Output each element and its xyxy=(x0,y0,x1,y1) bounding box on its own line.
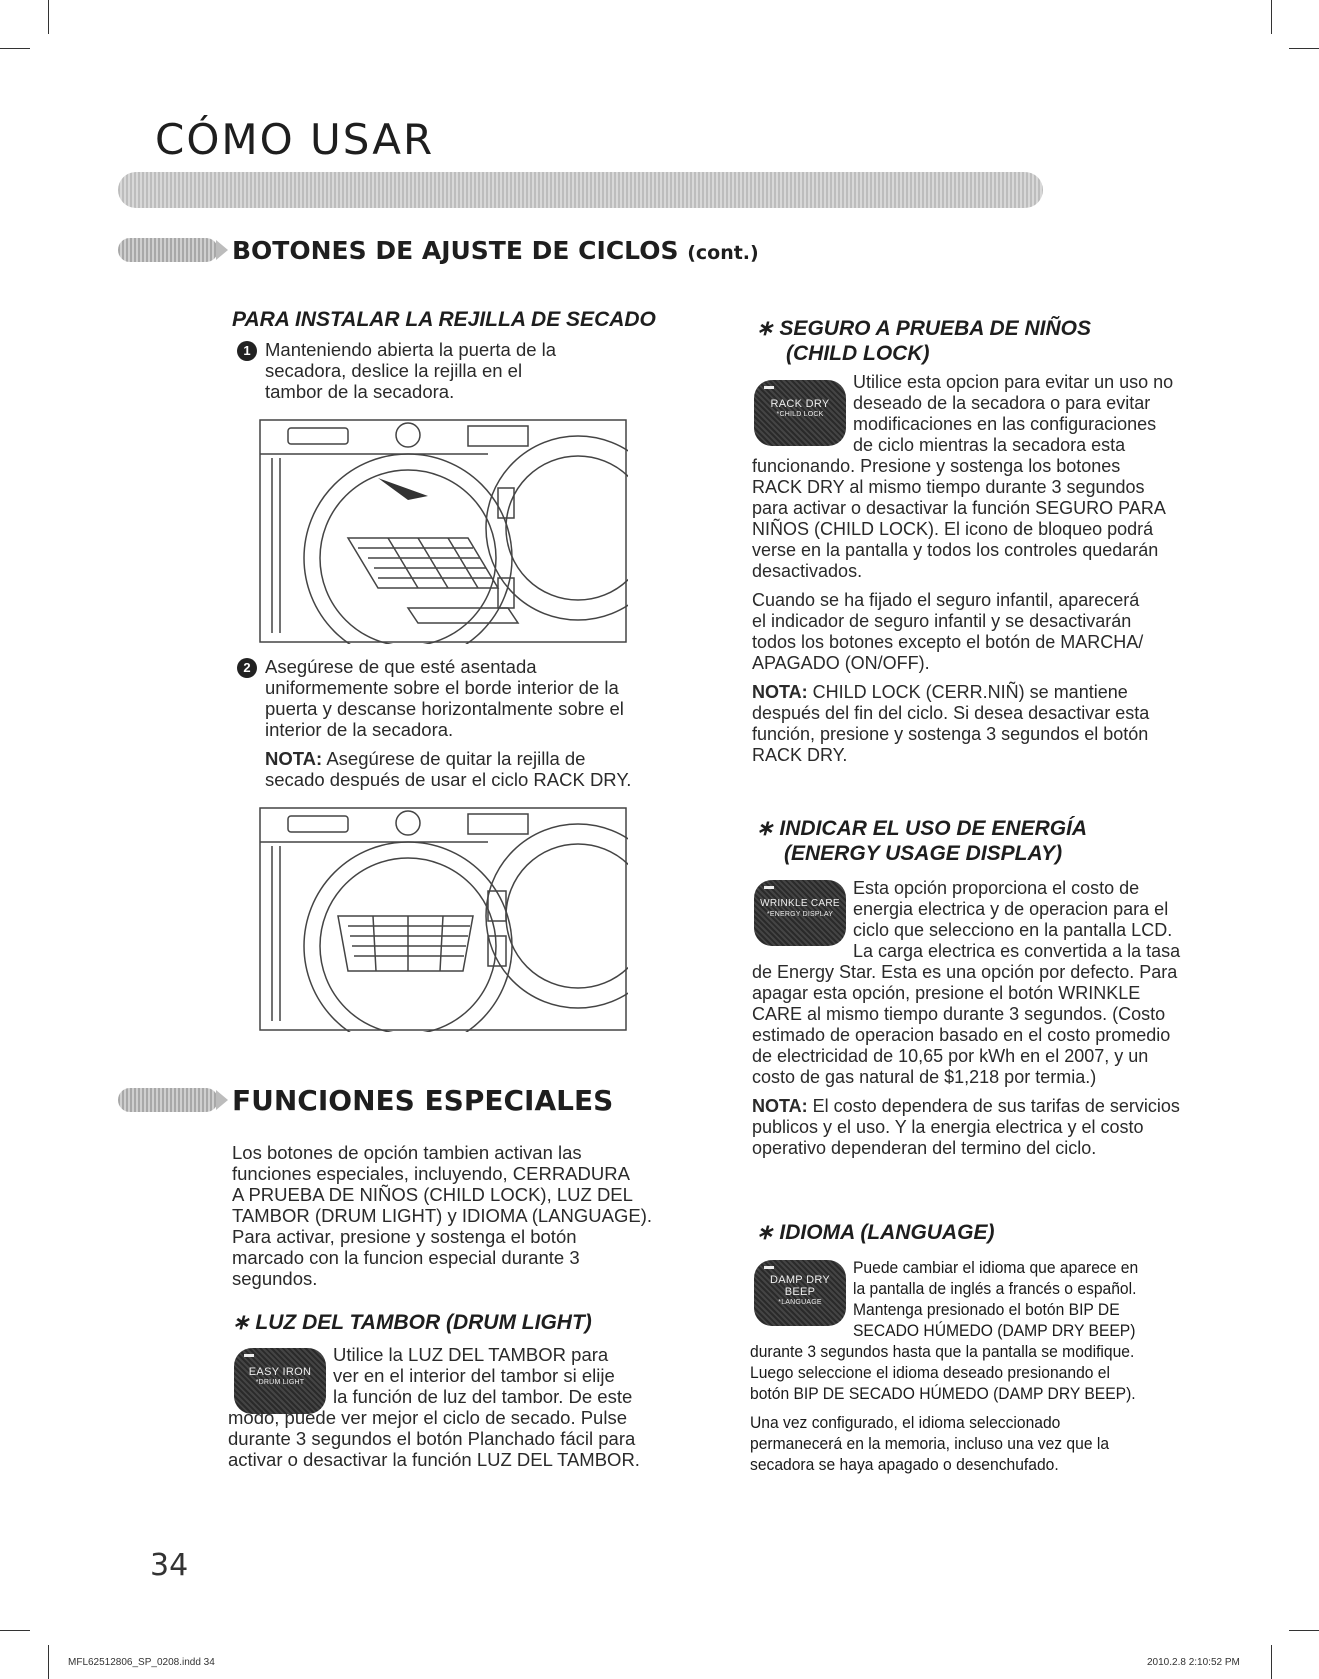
footer-date: 2010.2.8 2:10:52 PM xyxy=(1147,1657,1240,1668)
text-line: estimado de operacion basado en el costo promedio xyxy=(752,1025,1171,1045)
text-line: SECADO HÚMEDO (DAMP DRY BEEP) xyxy=(853,1321,1136,1340)
text-line: secadora se haya apagado o desenchufado. xyxy=(750,1455,1059,1474)
text-line: Asegúrese de quitar la rejilla de xyxy=(322,748,586,769)
rack-dry-button-icon xyxy=(754,380,846,446)
step-2-badge: 2 xyxy=(237,658,257,678)
text-line: RACK DRY. xyxy=(752,745,848,765)
energy-title-line1: ∗ INDICAR EL USO DE ENERGÍA xyxy=(756,817,1088,840)
text-line: Utilice la LUZ DEL TAMBOR para xyxy=(333,1344,609,1365)
text-line: Manteniendo abierta la puerta de la xyxy=(265,339,557,360)
section-heading-main: BOTONES DE AJUSTE DE CICLOS xyxy=(232,236,679,265)
text-line: permanecerá en la memoria, incluso una vez que la xyxy=(750,1434,1110,1453)
language-title: ∗ IDIOMA (LANGUAGE) xyxy=(756,1221,995,1244)
drum-light-text xyxy=(228,1407,640,1470)
crop-mark xyxy=(48,0,49,34)
text-line: uniformemente sobre el borde interior de la xyxy=(265,677,619,698)
text-line: NIÑOS (CHILD LOCK). El icono de bloqueo podrá xyxy=(752,519,1154,539)
text-line: Luego seleccione el idioma deseado presionando el xyxy=(750,1363,1110,1382)
text-line: Los botones de opción tambien activan las xyxy=(232,1142,582,1163)
text-line: de electricidad de 10,65 por kWh en el 2007, y un xyxy=(752,1046,1149,1066)
energy-text xyxy=(752,962,1180,1159)
text-line: modificaciones en las configuraciones xyxy=(853,414,1157,434)
button-sublabel: *LANGUAGE xyxy=(778,1299,822,1306)
footer-file: MFL62512806_SP_0208.indd 34 xyxy=(68,1657,215,1668)
child-lock-note xyxy=(752,682,1166,703)
language-text xyxy=(750,1341,1136,1475)
energy-title-line2: (ENERGY USAGE DISPLAY) xyxy=(784,842,1063,865)
text-line: Una vez configurado, el idioma seleccionado xyxy=(750,1413,1061,1432)
easy-iron-button-icon xyxy=(234,1348,326,1414)
child-lock-side-text xyxy=(853,372,1173,456)
dryer-rack-insert-illustration xyxy=(258,418,628,644)
text-line: marcado con la funcion especial durante 3 xyxy=(232,1247,580,1268)
note-label: NOTA: xyxy=(752,682,808,702)
minus-icon xyxy=(244,1354,254,1357)
note-label: NOTA: xyxy=(752,1096,808,1116)
button-sublabel: *DRUM LIGHT xyxy=(255,1379,305,1386)
text-line: Puede cambiar el idioma que aparece en xyxy=(853,1258,1139,1277)
child-lock-text xyxy=(752,456,1166,766)
minus-icon xyxy=(764,386,774,389)
minus-icon xyxy=(764,1266,774,1269)
text-line: ver en el interior del tambor si elije xyxy=(333,1365,615,1386)
note-label: NOTA: xyxy=(265,748,323,769)
text-line: CHILD LOCK (CERR.NIÑ) se mantiene xyxy=(807,682,1128,702)
child-lock-title-line2: (CHILD LOCK) xyxy=(786,342,930,365)
energy-note xyxy=(752,1096,1180,1117)
text-line: verse en la pantalla y todos los controles quedarán xyxy=(752,540,1159,560)
page-title: CÓMO USAR xyxy=(155,115,435,164)
section-pill xyxy=(118,1088,218,1112)
text-line: publicos y el uso. Y la energia electrica y el costo xyxy=(752,1117,1144,1137)
text-line: de Energy Star. Esta es una opción por defecto. Para xyxy=(752,962,1178,982)
text-line: durante 3 segundos hasta que la pantalla se modifique. xyxy=(750,1342,1135,1361)
text-line: funciones especiales, incluyendo, CERRADURA xyxy=(232,1163,630,1184)
section-heading-cont: (cont.) xyxy=(687,242,759,264)
text-line: durante 3 segundos el botón Planchado fácil para xyxy=(228,1428,636,1449)
text-line: TAMBOR (DRUM LIGHT) y IDIOMA (LANGUAGE). xyxy=(232,1205,653,1226)
language-side-text xyxy=(853,1257,1138,1341)
text-line: CARE al mismo tiempo durante 3 segundos. (Costo xyxy=(752,1004,1166,1024)
text-line: Utilice esta opcion para evitar un uso no xyxy=(853,372,1174,392)
text-line: botón BIP DE SECADO HÚMEDO (DAMP DRY BEEP). xyxy=(750,1384,1136,1403)
crop-mark xyxy=(1271,0,1272,34)
text-line: Para activar, presione y sostenga el botón xyxy=(232,1226,577,1247)
text-line: funcionando. Presione y sostenga los botones xyxy=(752,456,1121,476)
title-bar xyxy=(118,172,1043,208)
button-label: RACK DRY xyxy=(770,398,830,410)
step-1-text xyxy=(265,339,556,402)
crop-mark xyxy=(0,48,30,49)
text-line: RACK DRY al mismo tiempo durante 3 segundos xyxy=(752,477,1145,497)
step-2-note xyxy=(265,748,631,769)
text-line: interior de la secadora. xyxy=(265,719,454,740)
text-line: Cuando se ha fijado el seguro infantil, aparecerá xyxy=(752,590,1140,610)
section-heading-funciones: FUNCIONES ESPECIALES xyxy=(232,1084,614,1117)
text-line: activar o desactivar la función LUZ DEL TAMBOR. xyxy=(228,1449,640,1470)
rack-title: PARA INSTALAR LA REJILLA DE SECADO xyxy=(232,308,656,331)
button-label: WRINKLE CARE xyxy=(760,898,840,909)
child-lock-title-line1: ∗ SEGURO A PRUEBA DE NIÑOS xyxy=(756,317,1091,340)
text-line: costo de gas natural de $1,218 por termia.) xyxy=(752,1067,1097,1087)
text-line: segundos. xyxy=(232,1268,318,1289)
text-line: puerta y descanse horizontalmente sobre el xyxy=(265,698,624,719)
step-1-badge: 1 xyxy=(237,341,257,361)
crop-mark xyxy=(1289,1630,1319,1631)
text-line: de ciclo mientras la secadora esta xyxy=(853,435,1126,455)
energy-side-text xyxy=(853,878,1180,962)
dryer-rack-seated-illustration xyxy=(258,806,628,1032)
drum-light-side-text xyxy=(333,1344,632,1407)
text-line: secadora, deslice la rejilla en el xyxy=(265,360,523,381)
text-line: la pantalla de inglés a francés o español. xyxy=(853,1279,1137,1298)
text-line: ciclo que selecciono en la pantalla LCD. xyxy=(853,920,1173,940)
drum-light-title: ∗ LUZ DEL TAMBOR (DRUM LIGHT) xyxy=(232,1311,592,1334)
page-number: 34 xyxy=(150,1548,189,1583)
button-label: EASY IRON xyxy=(248,1366,312,1378)
text-line: tambor de la secadora. xyxy=(265,381,455,402)
text-line: secado después de usar el ciclo RACK DRY. xyxy=(265,769,632,790)
button-sublabel: *ENERGY DISPLAY xyxy=(766,911,834,918)
text-line: la función de luz del tambor. De este xyxy=(333,1386,633,1407)
minus-icon xyxy=(764,886,774,889)
crop-mark xyxy=(48,1645,49,1679)
section-heading-botones xyxy=(232,236,759,265)
damp-dry-beep-button-icon xyxy=(754,1260,846,1326)
wrinkle-care-button-icon xyxy=(754,880,846,946)
text-line: El costo dependera de sus tarifas de servicios xyxy=(807,1096,1180,1116)
text-line: operativo dependeran del termino del ciclo. xyxy=(752,1138,1097,1158)
button-label: BEEP xyxy=(784,1286,816,1298)
crop-mark xyxy=(0,1630,30,1631)
text-line: Asegúrese de que esté asentada xyxy=(265,656,537,677)
funciones-intro xyxy=(232,1142,652,1289)
text-line: energia electrica y de operacion para el xyxy=(853,899,1169,919)
section-pill xyxy=(118,238,218,262)
text-line: el indicador de seguro infantil y se desactivarán xyxy=(752,611,1132,631)
text-line: APAGADO (ON/OFF). xyxy=(752,653,930,673)
crop-mark xyxy=(1289,48,1319,49)
button-label: DAMP DRY xyxy=(769,1274,831,1286)
text-line: Esta opción proporciona el costo de xyxy=(853,878,1140,898)
text-line: deseado de la secadora o para evitar xyxy=(853,393,1151,413)
text-line: para activar o desactivar la función SEGURO PARA xyxy=(752,498,1166,518)
text-line: La carga electrica es convertida a la tasa xyxy=(853,941,1181,961)
text-line: desactivados. xyxy=(752,561,863,581)
text-line: Mantenga presionado el botón BIP DE xyxy=(853,1300,1120,1319)
text-line: después del fin del ciclo. Si desea desactivar esta xyxy=(752,703,1150,723)
step-2-text xyxy=(265,656,631,790)
text-line: todos los botones excepto el botón de MARCHA/ xyxy=(752,632,1144,652)
button-sublabel: *CHILD LOCK xyxy=(776,411,824,418)
text-line: función, presione y sostenga 3 segundos el botón xyxy=(752,724,1149,744)
text-line: modo, puede ver mejor el ciclo de secado. Pulse xyxy=(228,1407,627,1428)
text-line: apagar esta opción, presione el botón WRINKLE xyxy=(752,983,1141,1003)
text-line: A PRUEBA DE NIÑOS (CHILD LOCK), LUZ DEL xyxy=(232,1184,633,1205)
crop-mark xyxy=(1271,1645,1272,1679)
